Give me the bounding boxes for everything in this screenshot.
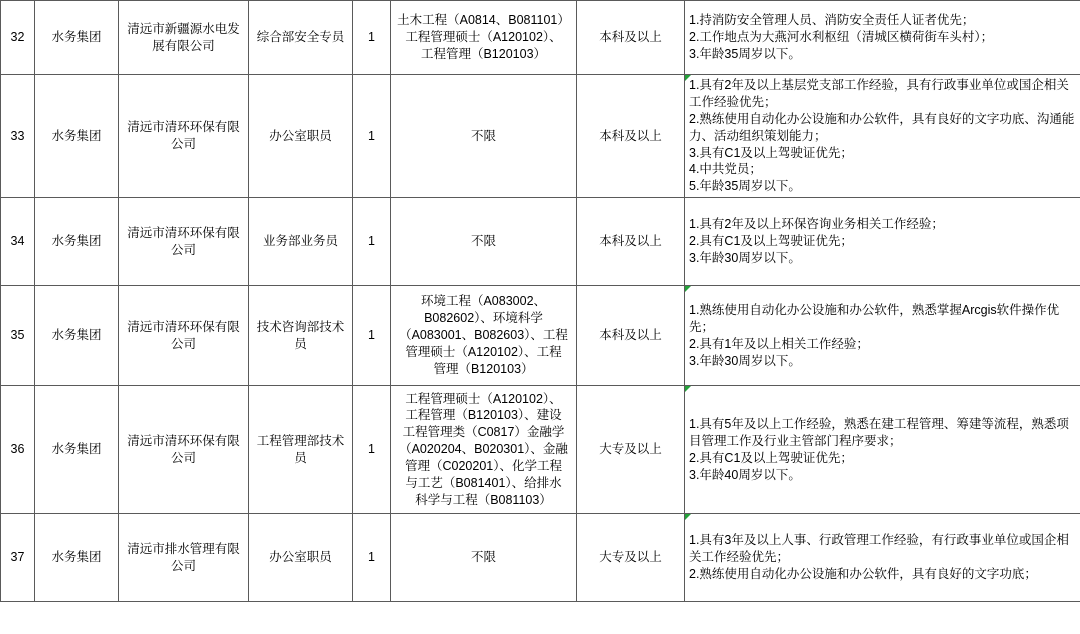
headcount [353,286,391,386]
education-requirement-text: 大专及以上 [599,442,662,457]
other-requirements [685,75,1080,198]
other-requirements [685,286,1080,386]
headcount-text: 1 [368,128,375,143]
employer-name-text: 清远市清环环保有限公司 [127,319,240,351]
education-requirement-text: 本科及以上 [599,328,662,343]
recruiting-org-text: 水务集团 [51,30,102,45]
position-name-text: 办公室职员 [269,128,332,143]
major-line: 管理（C020201）、化学工程 [405,459,562,474]
recruiting-org [35,386,119,514]
requirement-line: 5.年龄35周岁以下。 [689,179,801,194]
employer-name-text: 清远市清环环保有限公司 [127,120,240,152]
requirement-line: 2.具有C1及以上驾驶证优先； [689,234,853,249]
employer-name [119,198,249,286]
position-name-text: 业务部业务员 [262,234,338,249]
row-index [1,198,35,286]
education-requirement [577,198,685,286]
requirement-line: 1.具有5年及以上工作经验，熟悉在建工程管理、筹建等流程，熟悉项目管理工作及行业主管部门程序要求； [689,416,1069,448]
requirement-line: 3.年龄30周岁以下。 [689,353,801,368]
major-line: 不限 [470,128,496,143]
major-line: 与工艺（B081401）、给排水 [405,475,562,490]
position-name-text: 综合部安全专员 [256,30,345,45]
major-requirement [391,75,577,198]
major-line: 不限 [470,550,496,565]
table-row [1,1,1080,75]
position-name [249,198,353,286]
education-requirement-text: 大专及以上 [599,550,662,565]
table-body [1,1,1080,602]
requirement-line: 1.熟练使用自动化办公设施和办公软件，熟悉掌握Arcgis软件操作优先； [689,302,1060,334]
headcount-text: 1 [368,328,375,343]
major-requirement [391,1,577,75]
headcount [353,386,391,514]
recruiting-org-text: 水务集团 [51,234,102,249]
employer-name [119,386,249,514]
table-row [1,386,1080,514]
row-index [1,1,35,75]
row-index [1,75,35,198]
other-requirements [685,198,1080,286]
education-requirement [577,514,685,602]
headcount-text: 1 [368,30,375,45]
major-requirement [391,514,577,602]
row-index-text: 32 [10,30,25,45]
position-name-text: 工程管理部技术员 [256,433,345,465]
recruiting-org [35,198,119,286]
employer-name [119,286,249,386]
position-name [249,386,353,514]
headcount [353,75,391,198]
headcount-text: 1 [368,550,375,565]
major-line: 工程管理硕士（A120102）、 [405,30,562,45]
headcount [353,198,391,286]
position-name [249,75,353,198]
other-requirements [685,386,1080,514]
requirement-line: 4.中共党员； [689,162,762,177]
requirement-line: 1.具有3年及以上人事、行政管理工作经验，有行政事业单位或国企相关工作经验优先； [689,533,1069,565]
requirement-line: 1.持消防安全管理人员、消防安全责任人证者优先； [689,13,975,28]
row-index-text: 37 [10,550,25,565]
row-index [1,386,35,514]
position-name-text: 办公室职员 [269,550,332,565]
employer-name [119,75,249,198]
recruiting-org-text: 水务集团 [51,550,102,565]
position-name [249,514,353,602]
row-index-text: 33 [10,128,25,143]
other-requirements [685,1,1080,75]
table-row [1,286,1080,386]
headcount-text: 1 [368,234,375,249]
education-requirement-text: 本科及以上 [599,234,662,249]
headcount [353,1,391,75]
row-index [1,286,35,386]
headcount [353,514,391,602]
employer-name-text: 清远市清环环保有限公司 [127,433,240,465]
requirement-line: 2.具有1年及以上相关工作经验； [689,336,869,351]
position-name [249,286,353,386]
row-index-text: 36 [10,442,25,457]
position-name [249,1,353,75]
recruiting-org [35,1,119,75]
major-line: 管理（B120103） [433,361,534,376]
education-requirement [577,75,685,198]
requirement-line: 2.熟练使用自动化办公设施和办公软件，具有良好的文字功底； [689,567,1037,582]
major-line: 管理硕士（A120102）、工程 [405,345,562,360]
other-requirements [685,514,1080,602]
employer-name-text: 清远市排水管理有限公司 [127,541,240,573]
major-line: 不限 [470,234,496,249]
row-index-text: 34 [10,234,25,249]
employer-name [119,514,249,602]
major-line: 工程管理（B120103） [420,46,547,61]
major-line: 工程管理（B120103）、建设 [405,408,562,423]
major-line: （A083001、B082603）、工程 [399,328,568,343]
requirement-line: 3.年龄35周岁以下。 [689,46,801,61]
education-requirement-text: 本科及以上 [599,30,662,45]
requirement-line: 3.具有C1及以上驾驶证优先； [689,145,853,160]
recruiting-org-text: 水务集团 [51,442,102,457]
major-requirement [391,198,577,286]
employer-name-text: 清远市新疆源水电发展有限公司 [127,21,240,53]
major-line: 土木工程（A0814、B081101） [397,13,570,28]
requirement-line: 2.具有C1及以上驾驶证优先； [689,450,853,465]
recruiting-org-text: 水务集团 [51,328,102,343]
row-index [1,514,35,602]
table-row [1,514,1080,602]
major-line: 环境工程（A083002、 [420,294,547,309]
recruiting-org [35,514,119,602]
table-row [1,75,1080,198]
major-requirement [391,286,577,386]
requirement-line: 3.年龄30周岁以下。 [689,251,801,266]
major-line: 工程管理类（C0817）金融学 [402,425,565,440]
education-requirement-text: 本科及以上 [599,128,662,143]
major-line: 工程管理硕士（A120102）、 [405,391,562,406]
major-line: B082602）、环境科学 [424,311,543,326]
headcount-text: 1 [368,442,375,457]
row-index-text: 35 [10,328,25,343]
table-row [1,198,1080,286]
education-requirement [577,286,685,386]
education-requirement [577,1,685,75]
requirement-line: 2.工作地点为大燕河水利枢纽（清城区横荷街车头村）； [689,30,994,45]
major-requirement [391,386,577,514]
major-line: （A020204、B020301）、金融 [399,442,568,457]
employer-name [119,1,249,75]
major-line: 科学与工程（B081103） [415,492,552,507]
recruiting-org-text: 水务集团 [51,128,102,143]
employer-name-text: 清远市清环环保有限公司 [127,225,240,257]
requirement-line: 1.具有2年及以上环保咨询业务相关工作经验； [689,217,944,232]
education-requirement [577,386,685,514]
requirement-line: 1.具有2年及以上基层党支部工作经验，具有行政事业单位或国企相关工作经验优先； [689,78,1069,109]
position-name-text: 技术咨询部技术员 [256,319,345,351]
recruiting-org [35,75,119,198]
requirement-line: 3.年龄40周岁以下。 [689,467,801,482]
requirement-line: 2.熟练使用自动化办公设施和办公软件，具有良好的文字功底、沟通能力、活动组织策划能力； [689,111,1075,143]
recruiting-org [35,286,119,386]
